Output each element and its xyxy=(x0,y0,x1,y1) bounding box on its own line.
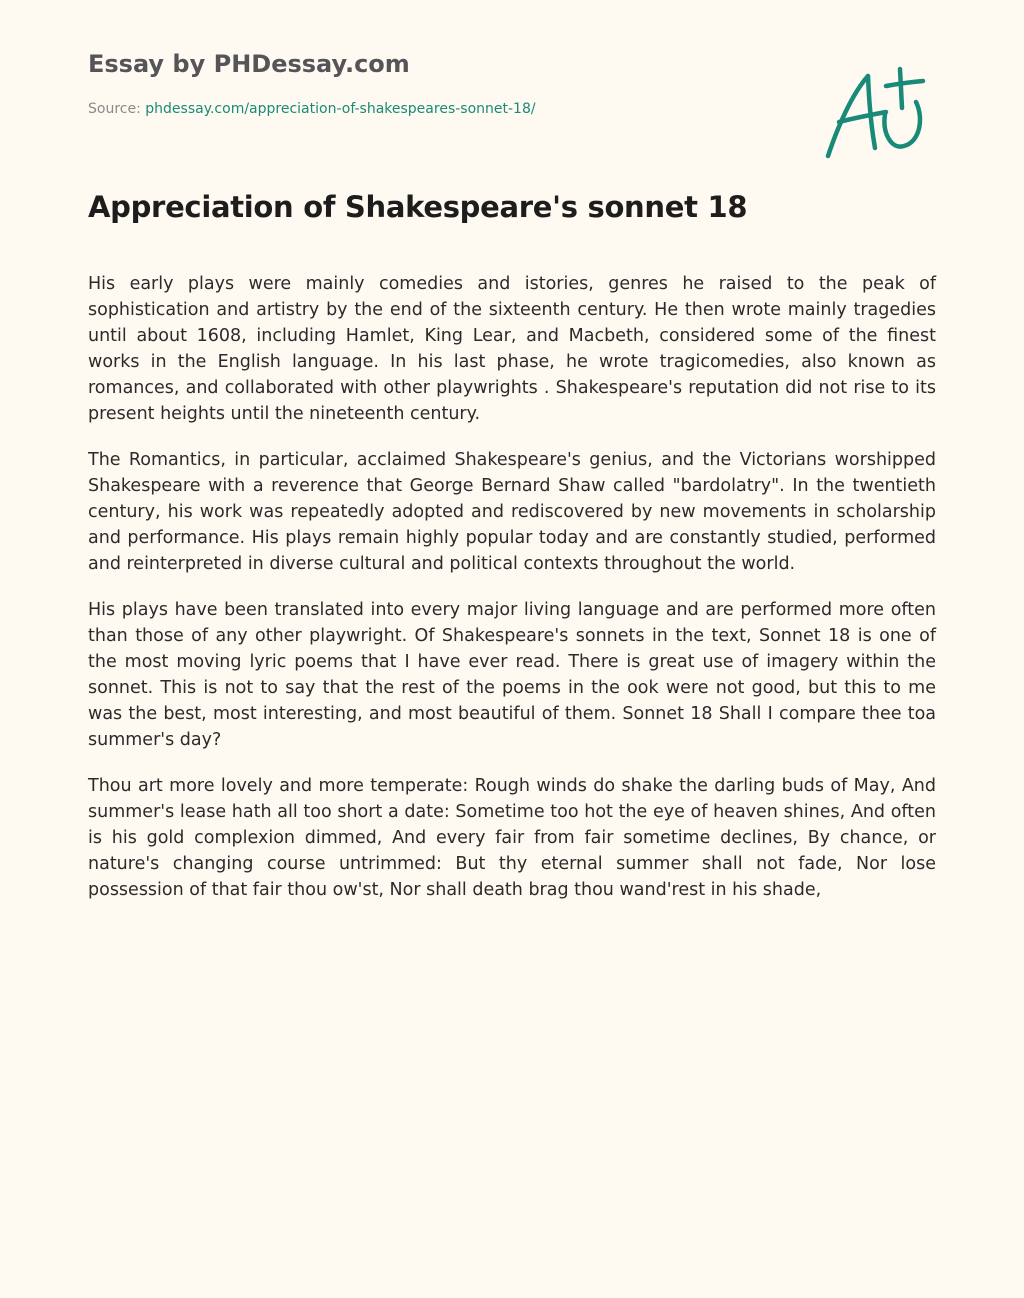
essay-paragraph: The Romantics, in particular, acclaimed Shakespeare's genius, and the Victorians worshipped Shakespeare with a reverence that George Bernard Shaw called "bardolatry". In the twentieth century, his work was repeatedly adopted and rediscovered by new movements in scholarship and performance. His plays remain highly popular today and are constantly studied, performed and reinterpreted in diverse cultural and political contexts throughout the world. xyxy=(88,450,936,574)
a-plus-grade-icon xyxy=(822,64,932,162)
essay-paragraph: His early plays were mainly comedies and istories, genres he raised to the peak of sophistication and artistry by the end of the sixteenth century. He then wrote mainly tragedies until about 1608, including Hamlet, King Lear, and Macbeth, considered some of the finest works in the English language. In his last phase, he wrote tragicomedies, also known as romances, and collaborated with other playwrights . Shakespeare's reputation did not rise to its present heights until the nineteenth century. xyxy=(88,274,936,424)
source-line xyxy=(88,101,536,117)
essay-paragraph: His plays have been translated into every major living language and are performed more often than those of any other playwright. Of Shakespeare's sonnets in the text, Sonnet 18 is one of the most moving lyric poems that I have ever read. There is great use of imagery within the sonnet. This is not to say that the rest of the poems in the ook were not good, but this to me was the best, most interesting, and most beautiful of them. Sonnet 18 Shall I compare thee toa summer's day? xyxy=(88,600,936,750)
essay-body xyxy=(88,271,936,923)
source-link[interactable]: phdessay.com/appreciation-of-shakespeares-sonnet-18/ xyxy=(145,101,536,117)
essay-paragraph: Thou art more lovely and more temperate: Rough winds do shake the darling buds of May, And summer's lease hath all too short a date: Sometime too hot the eye of heaven shines, And often is his gold complexion dimmed, And every fair from fair sometime declines, By chance, or nature's changing course untrimmed: But thy eternal summer shall not fade, Nor lose possession of that fair thou ow'st, Nor shall death brag thou wand'rest in his shade, xyxy=(88,776,936,900)
source-label: Source: xyxy=(88,101,141,117)
page-title: Appreciation of Shakespeare's sonnet 18 xyxy=(88,190,748,224)
site-brand: Essay by PHDessay.com xyxy=(88,50,410,78)
